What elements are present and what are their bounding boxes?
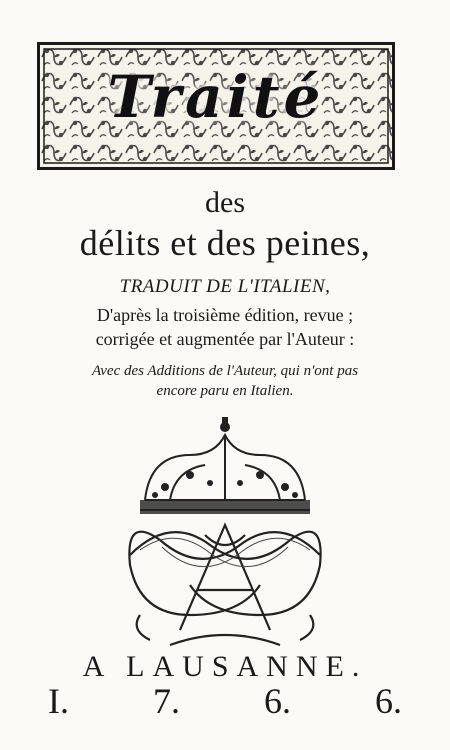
title-banner (37, 42, 395, 170)
year-digit: 6. (264, 681, 291, 721)
additions-line-2: encore paru en Italien. (156, 383, 294, 399)
translation-note: TRADUIT DE L'ITALIEN, (119, 276, 331, 297)
title-des: des (205, 186, 245, 219)
year-digit: 7. (153, 681, 180, 721)
ornate-title: Traité (107, 63, 325, 131)
year-digit: 6. (375, 681, 402, 721)
crowned-monogram-icon (110, 415, 340, 650)
edition-line-2: corrigée et augmentée par l'Auteur : (95, 329, 355, 349)
imprint-place: A LAUSANNE. (82, 650, 368, 683)
main-title: délits et des peines, (79, 223, 371, 263)
additions-line-1: Avec des Additions de l'Auteur, qui n'ont pas (91, 363, 359, 379)
year-digit: I. (48, 681, 69, 721)
imprint-year (48, 680, 402, 722)
edition-line-1: D'après la troisième édition, revue ; (96, 305, 354, 325)
